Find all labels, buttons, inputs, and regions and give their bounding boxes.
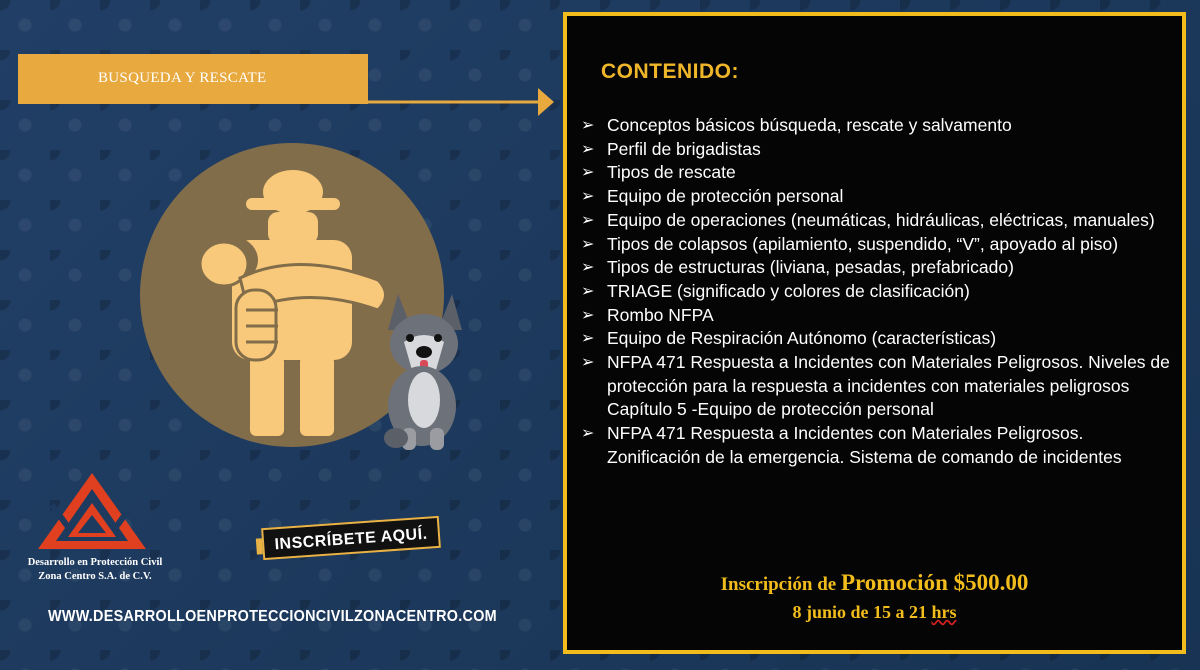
arrow-bullet-icon: ➢	[581, 117, 595, 134]
arrow-bullet-icon: ➢	[581, 259, 595, 277]
company-name-line1: Desarrollo en Protección Civil	[27, 557, 163, 568]
civil-protection-triangle-logo	[32, 465, 152, 555]
banner-title: BUSQUEDA Y RESCATE	[98, 70, 267, 86]
list-item: ➢ Tipos de rescate	[581, 161, 1171, 185]
arrow-bullet-icon: ➢	[581, 330, 595, 348]
company-name-line2: Zona Centro S.A. de C.V.	[38, 571, 152, 582]
arrow-bullet-icon: ➢	[581, 211, 595, 229]
date-hrs: hrs	[931, 602, 957, 622]
list-item: ➢ Conceptos básicos búsqueda, rescate y salvamento	[581, 114, 1171, 138]
list-item: ➢ NFPA 471 Respuesta a Incidentes con Materiales Peligrosos. Niveles de protección para la respuesta a incidentes con materiales peligrosos Capítulo 5 -Equipo de protección personal	[581, 352, 1170, 420]
promo-line	[567, 570, 1182, 596]
content-list	[581, 114, 1171, 470]
arrow-bullet-icon: ➢	[581, 282, 595, 300]
list-item: ➢ Equipo de Respiración Autónomo (características)	[581, 327, 1171, 351]
list-item: ➢ NFPA 471 Respuesta a Incidentes con Materiales Peligrosos. Zonificación de la emergencia. Sistema de comando de incidentes	[581, 423, 1122, 467]
arrow-bullet-icon: ➢	[581, 235, 595, 253]
arrow-bullet-icon: ➢	[581, 188, 595, 206]
banner-arrow-icon	[18, 70, 558, 132]
arrow-bullet-icon: ➢	[581, 164, 595, 182]
date-line	[567, 602, 1182, 623]
promo-prefix: Inscripción de	[720, 574, 837, 595]
list-item: ➢ TRIAGE (significado y colores de clasificación)	[581, 280, 1171, 304]
list-item: ➢ Tipos de estructuras (liviana, pesadas, prefabricado)	[581, 256, 1171, 280]
rescue-dog-icon	[376, 288, 472, 454]
arrow-bullet-icon: ➢	[581, 354, 595, 372]
list-item: ➢ Tipos de colapsos (apilamiento, suspendido, “V”, apoyado al piso)	[581, 233, 1171, 257]
list-item: ➢ Equipo de operaciones (neumáticas, hidráulicas, eléctricas, manuales)	[581, 209, 1171, 233]
enroll-button[interactable]	[261, 516, 441, 560]
arrow-bullet-icon: ➢	[581, 425, 595, 443]
arrow-bullet-icon: ➢	[581, 306, 595, 324]
list-item: ➢ Equipo de protección personal	[581, 185, 1171, 209]
rescuer-carrying-person-icon	[188, 160, 398, 440]
content-heading: CONTENIDO:	[601, 60, 739, 83]
website-link[interactable]: WWW.DESARROLLOENPROTECCIONCIVILZONACENTRO.COM	[48, 608, 497, 625]
list-item: ➢ Rombo NFPA	[581, 304, 1171, 328]
date-text: 8 junio de 15 a 21	[792, 602, 927, 622]
promo-price: Promoción $500.00	[840, 570, 1029, 595]
content-panel	[563, 12, 1186, 654]
list-item: ➢ Perfil de brigadistas	[581, 138, 1171, 162]
enroll-accent-bar	[256, 538, 263, 554]
enroll-label: INSCRÍBETE AQUÍ.	[274, 525, 429, 554]
arrow-bullet-icon: ➢	[581, 140, 595, 158]
